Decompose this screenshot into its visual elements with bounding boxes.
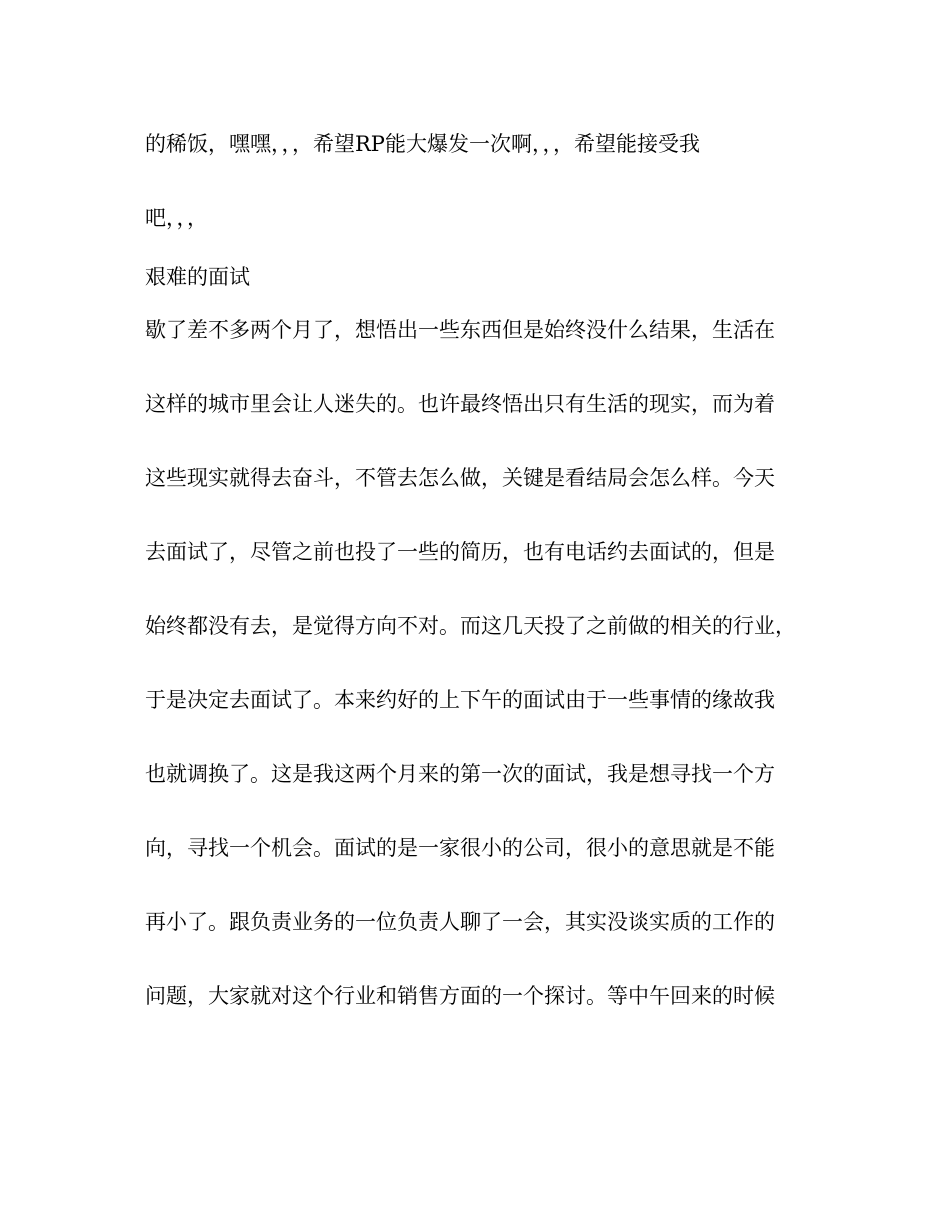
text-line: 这些现实就得去奋斗，不管去怎么做，关键是看结局会怎么样。今天: [145, 466, 775, 490]
text-line: 歇了差不多两个月了，想悟出一些东西但是始终没什么结果，生活在: [145, 318, 775, 342]
text-line: 去面试了，尽管之前也投了一些的简历，也有电话约去面试的，但是: [145, 540, 775, 564]
text-line: 再小了。跟负责业务的一位负责人聊了一会，其实没谈实质的工作的: [145, 910, 775, 934]
text-line: 这样的城市里会让人迷失的。也许最终悟出只有生活的现实，而为着: [145, 392, 775, 416]
text-line: 的稀饭，嘿嘿，，，希望RP能大爆发一次啊，，，希望能接受我: [145, 132, 700, 156]
text-line: 问题，大家就对这个行业和销售方面的一个探讨。等中午回来的时候: [145, 984, 775, 1008]
text-line: 向，寻找一个机会。面试的是一家很小的公司，很小的意思就是不能: [145, 836, 775, 860]
text-line: 于是决定去面试了。本来约好的上下午的面试由于一些事情的缘故我: [145, 688, 775, 712]
section-heading: 艰难的面试: [145, 265, 250, 289]
text-line: 吧，，，: [145, 206, 208, 230]
document-body: [145, 128, 810, 1012]
text-line: 始终都没有去，是觉得方向不对。而这几天投了之前做的相关的行业，: [145, 614, 796, 638]
text-line: 也就调换了。这是我这两个月来的第一次的面试，我是想寻找一个方: [145, 762, 775, 786]
